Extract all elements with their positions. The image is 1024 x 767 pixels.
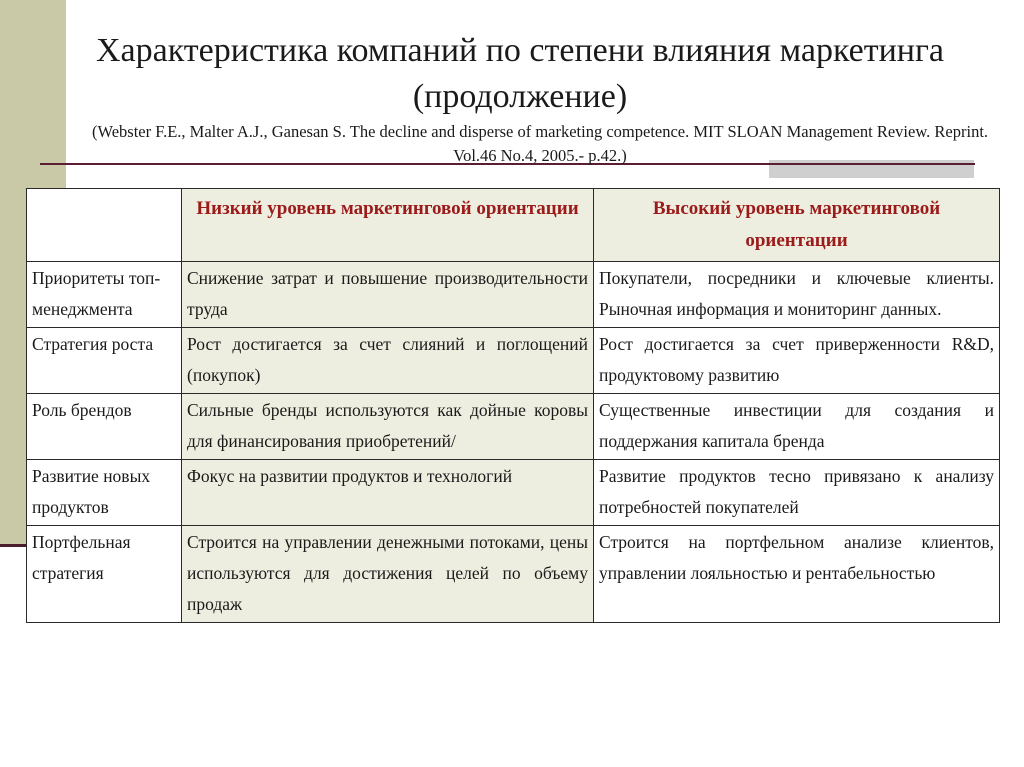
high-orientation-cell: Строится на портфельном анализе клиентов, управлении лояльностью и рентабельностью bbox=[594, 526, 1000, 623]
row-label: Портфельная стратегия bbox=[27, 526, 182, 623]
table-row bbox=[27, 460, 1000, 526]
row-label: Стратегия роста bbox=[27, 328, 182, 394]
high-orientation-cell: Рост достигается за счет приверженности R&D, продуктовому развитию bbox=[594, 328, 1000, 394]
row-label: Приоритеты топ-менеджмента bbox=[27, 262, 182, 328]
citation: (Webster F.E., Malter A.J., Ganesan S. The decline and disperse of marketing competence. MIT SLOAN Management Review. Reprint. Vol.46 No.4, 2005.- p.42.) bbox=[91, 122, 989, 165]
table-row bbox=[27, 262, 1000, 328]
header-empty-cell bbox=[27, 189, 182, 262]
table-row bbox=[27, 328, 1000, 394]
low-orientation-cell: Фокус на развитии продуктов и технологий bbox=[182, 460, 594, 526]
low-orientation-cell: Рост достигается за счет слияний и поглощений (покупок) bbox=[182, 328, 594, 394]
header-low-orientation: Низкий уровень маркетинговой ориентации bbox=[182, 189, 594, 262]
table-row bbox=[27, 526, 1000, 623]
high-orientation-cell: Развитие продуктов тесно привязано к анализу потребностей покупателей bbox=[594, 460, 1000, 526]
low-orientation-cell: Снижение затрат и повышение производительности труда bbox=[182, 262, 594, 328]
row-label: Роль брендов bbox=[27, 394, 182, 460]
comparison-table bbox=[26, 188, 1000, 623]
high-orientation-cell: Существенные инвестиции для создания и поддержания капитала бренда bbox=[594, 394, 1000, 460]
table-row bbox=[27, 394, 1000, 460]
low-orientation-cell: Строится на управлении денежными потоками, цены используются для достижения целей по объему продаж bbox=[182, 526, 594, 623]
low-orientation-cell: Сильные бренды используются как дойные коровы для финансирования приобретений/ bbox=[182, 394, 594, 460]
table-header-row bbox=[27, 189, 1000, 262]
header-high-orientation: Высокий уровень маркетинговой ориентации bbox=[594, 189, 1000, 262]
slide-title: Характеристика компаний по степени влияния маркетинга (продолжение) bbox=[96, 32, 944, 115]
high-orientation-cell: Покупатели, посредники и ключевые клиенты. Рыночная информация и мониторинг данных. bbox=[594, 262, 1000, 328]
row-label: Развитие новых продуктов bbox=[27, 460, 182, 526]
